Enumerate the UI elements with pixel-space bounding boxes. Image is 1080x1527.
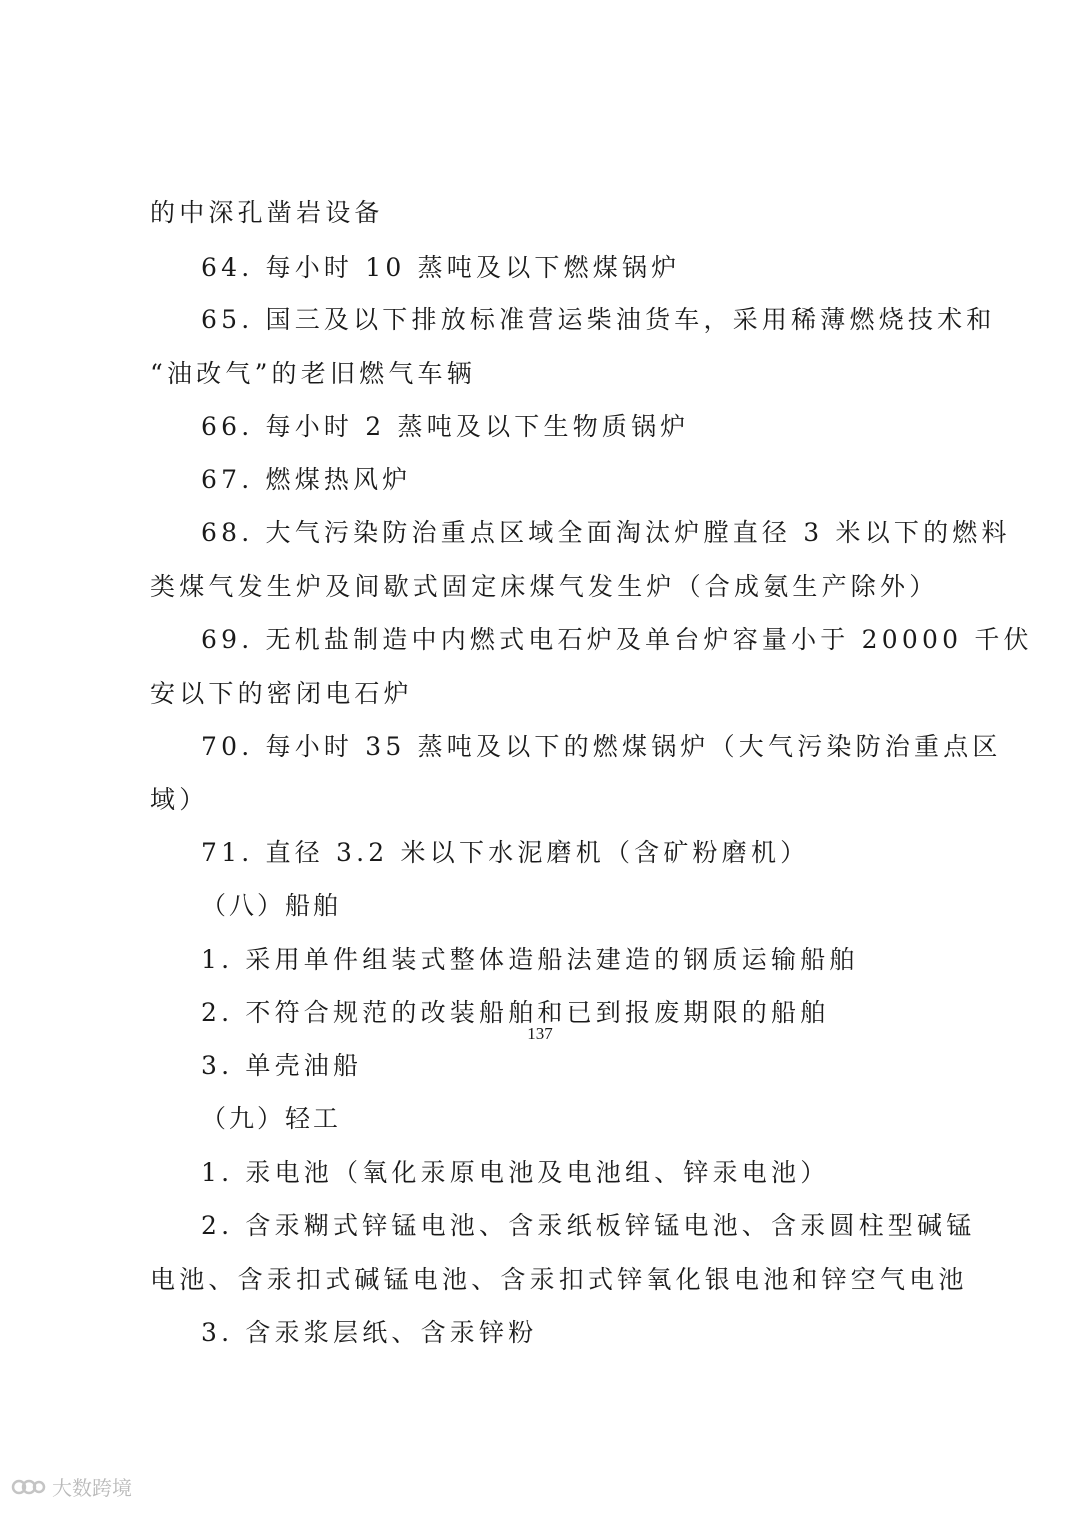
text-line: 1. 汞电池（氧化汞原电池及电池组、锌汞电池） (201, 1158, 830, 1187)
section-heading: （八）船舶 (201, 891, 342, 920)
text-line: 69. 无机盐制造中内燃式电石炉及单台炉容量小于 20000 千伏 (201, 625, 1033, 654)
text-line: “油改气”的老旧燃气车辆 (150, 359, 476, 388)
text-line: 1. 采用单件组装式整体造船法建造的钢质运输船舶 (201, 945, 859, 974)
section-heading: （九）轻工 (201, 1104, 342, 1133)
text-line: 域） (150, 785, 209, 814)
text-line: 类煤气发生炉及间歇式固定床煤气发生炉（合成氨生产除外） (150, 572, 939, 601)
text-line: 65. 国三及以下排放标准营运柴油货车，采用稀薄燃烧技术和 (201, 305, 996, 334)
text-line: 67. 燃煤热风炉 (201, 465, 412, 494)
text-line: 64. 每小时 10 蒸吨及以下燃煤锅炉 (201, 253, 681, 282)
text-line: 70. 每小时 35 蒸吨及以下的燃煤锅炉（大气污染防治重点区 (201, 732, 1002, 761)
text-line: 的中深孔凿岩设备 (150, 198, 384, 227)
text-line: 2. 不符合规范的改装船舶和已到报废期限的船舶 (201, 998, 830, 1027)
watermark (10, 1472, 132, 1501)
text-line: 68. 大气污染防治重点区域全面淘汰炉膛直径 3 米以下的燃料 (201, 518, 1011, 547)
text-line: 3. 单壳油船 (201, 1051, 363, 1080)
text-line: 安以下的密闭电石炉 (150, 679, 413, 708)
text-line: 3. 含汞浆层纸、含汞锌粉 (201, 1318, 538, 1347)
text-line: 电池、含汞扣式碱锰电池、含汞扣式锌氧化银电池和锌空气电池 (150, 1265, 968, 1294)
page-number: 137 (527, 1024, 553, 1043)
watermark-text: 大数跨境 (52, 1476, 132, 1500)
text-line: 66. 每小时 2 蒸吨及以下生物质锅炉 (201, 412, 690, 441)
logo-icon (10, 1475, 46, 1499)
text-line: 2. 含汞糊式锌锰电池、含汞纸板锌锰电池、含汞圆柱型碱锰 (201, 1211, 976, 1240)
text-line: 71. 直径 3.2 米以下水泥磨机（含矿粉磨机） (201, 838, 810, 867)
